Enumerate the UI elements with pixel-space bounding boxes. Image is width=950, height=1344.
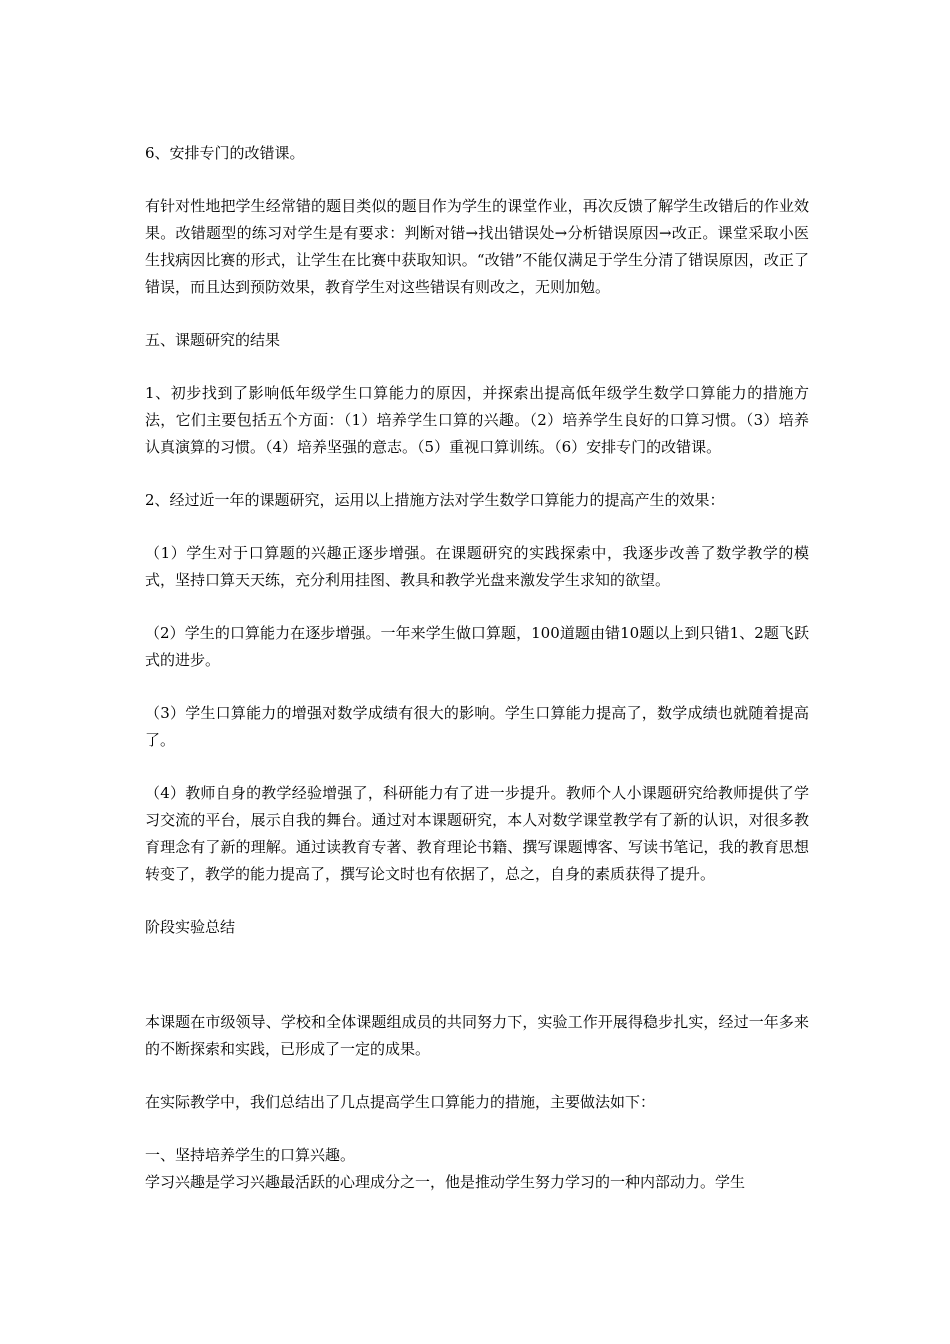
spacer xyxy=(145,354,809,380)
spacer xyxy=(145,167,809,193)
spacer xyxy=(145,674,809,700)
paragraph-summary-measures: 在实际教学中，我们总结出了几点提高学生口算能力的措施，主要做法如下： xyxy=(145,1093,656,1111)
spacer xyxy=(145,941,809,1009)
paragraph-effect-3: （3）学生口算能力的增强对数学成绩有很大的影响。学生口算能力提高了，数学成绩也就随着提高了。 xyxy=(145,704,809,749)
spacer xyxy=(145,514,809,540)
spacer xyxy=(145,461,809,487)
paragraph-result-1: 1、初步找到了影响低年级学生口算能力的原因，并探索出提高低年级学生数学口算能力的措施方法，它们主要包括五个方面：（1）培养学生口算的兴趣。（2）培养学生良好的口算习惯。（3）培养认真演算的习惯。（4）培养坚强的意志。（5）重视口算训练。（6）安排专门的改错课。 xyxy=(145,384,809,456)
spacer xyxy=(145,594,809,620)
heading-stage-summary: 阶段实验总结 xyxy=(145,918,236,936)
document-body xyxy=(145,140,809,1196)
heading-research-results: 五、课题研究的结果 xyxy=(145,331,281,349)
spacer xyxy=(145,1063,809,1089)
heading-correction-class: 6、安排专门的改错课。 xyxy=(145,144,305,162)
paragraph-interest: 学习兴趣是学习兴趣最活跃的心理成分之一，他是推动学生努力学习的一种内部动力。学生 xyxy=(145,1173,746,1191)
spacer xyxy=(145,1116,809,1142)
spacer xyxy=(145,301,809,327)
paragraph-effect-2: （2）学生的口算能力在逐步增强。一年来学生做口算题，100道题由错10题以上到只错1、2题飞跃式的进步。 xyxy=(145,624,809,669)
heading-interest: 一、坚持培养学生的口算兴趣。 xyxy=(145,1146,356,1164)
spacer xyxy=(145,754,809,780)
spacer xyxy=(145,888,809,914)
paragraph-correction-class: 有针对性地把学生经常错的题目类似的题目作为学生的课堂作业，再次反馈了解学生改错后的作业效果。改错题型的练习对学生是有要求：判断对错→找出错误处→分析错误原因→改正。课堂采取小医生找病因比赛的形式，让学生在比赛中获取知识。“改错”不能仅满足于学生分清了错误原因，改正了错误，而且达到预防效果，教育学生对这些错误有则改之，无则加勉。 xyxy=(145,197,809,296)
paragraph-effect-1: （1）学生对于口算题的兴趣正逐步增强。在课题研究的实践探索中，我逐步改善了数学教学的模式，坚持口算天天练，充分利用挂图、教具和教学光盘来激发学生求知的欲望。 xyxy=(145,544,809,589)
paragraph-summary-intro: 本课题在市级领导、学校和全体课题组成员的共同努力下，实验工作开展得稳步扎实，经过一年多来的不断探索和实践，已形成了一定的成果。 xyxy=(145,1013,809,1058)
paragraph-result-2: 2、经过近一年的课题研究，运用以上措施方法对学生数学口算能力的提高产生的效果： xyxy=(145,491,725,509)
paragraph-effect-4: （4）教师自身的教学经验增强了，科研能力有了进一步提升。教师个人小课题研究给教师提供了学习交流的平台，展示自我的舞台。通过对本课题研究，本人对数学课堂教学有了新的认识，对很多教育理念有了新的理解。通过读教育专著、教育理论书籍、撰写课题博客、写读书笔记，我的教育思想转变了，教学的能力提高了，撰写论文时也有依据了，总之，自身的素质获得了提升。 xyxy=(145,784,809,883)
